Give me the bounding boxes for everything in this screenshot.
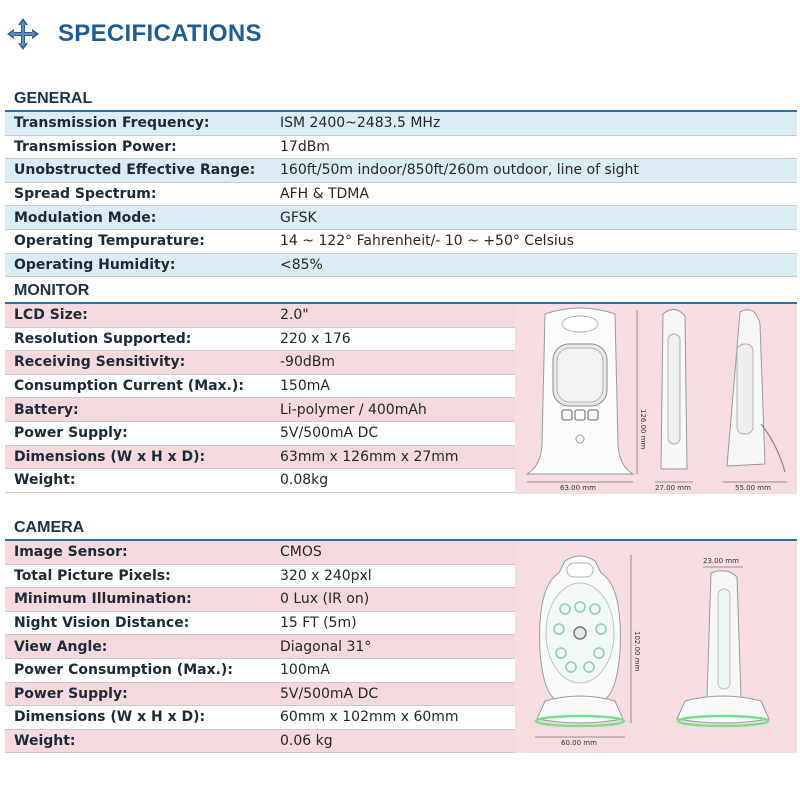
- spec-value: Li-polymer / 400mAh: [280, 401, 427, 418]
- spec-label: Resolution Supported:: [14, 330, 192, 347]
- spec-value: 320 x 240pxl: [280, 567, 372, 584]
- spec-value: 5V/500mA DC: [280, 425, 379, 442]
- spec-label: Spread Spectrum:: [14, 186, 157, 203]
- width-dimension-label: 60.00 mm: [561, 739, 597, 747]
- spec-label: Dimensions (W x H x D):: [14, 448, 206, 465]
- spec-value: 100mA: [280, 662, 330, 679]
- spec-label: Night Vision Distance:: [14, 615, 190, 632]
- spec-value: 15 FT (5m): [280, 615, 357, 632]
- spec-value: -90dBm: [280, 354, 335, 371]
- spec-label: Power Consumption (Max.):: [14, 662, 233, 679]
- spec-value: GFSK: [280, 209, 317, 226]
- page-title: SPECIFICATIONS: [58, 20, 262, 47]
- spec-value: 5V/500mA DC: [280, 685, 379, 702]
- spec-label: Operating Tempurature:: [14, 233, 205, 250]
- height-dimension-label: 102.00 mm: [633, 631, 641, 672]
- spec-label: Operating Humidity:: [14, 256, 176, 273]
- section-title-general: GENERAL: [14, 90, 93, 107]
- spec-label: Weight:: [14, 472, 76, 489]
- monitor-spec-table: [5, 304, 515, 493]
- spec-row: [5, 730, 515, 754]
- spec-row: [5, 683, 515, 707]
- spec-row: [5, 136, 797, 160]
- spec-label: Unobstructed Effective Range:: [14, 162, 256, 179]
- spec-label: Battery:: [14, 401, 79, 418]
- spec-row: [5, 398, 515, 422]
- camera-side-view: [677, 557, 769, 726]
- spec-label: Total Picture Pixels:: [14, 567, 171, 584]
- page-header: [6, 14, 262, 54]
- spec-label: Transmission Power:: [14, 138, 177, 155]
- spec-row: [5, 565, 515, 589]
- spec-label: Modulation Mode:: [14, 209, 157, 226]
- section-title-camera: CAMERA: [14, 519, 85, 536]
- spec-value: 2.0": [280, 307, 309, 324]
- camera-front-view: [535, 556, 625, 747]
- spec-value: Diagonal 31°: [280, 638, 372, 655]
- spec-value: 0.06 kg: [280, 733, 333, 750]
- monitor-stand-view: [723, 310, 787, 492]
- general-spec-table: [5, 112, 797, 277]
- spec-value: 150mA: [280, 378, 330, 395]
- spec-row: [5, 541, 515, 565]
- spec-label: Power Supply:: [14, 685, 128, 702]
- spec-row: [5, 588, 515, 612]
- spec-label: Power Supply:: [14, 425, 128, 442]
- stand-dimension-label: 55.00 mm: [735, 484, 771, 492]
- spec-label: View Angle:: [14, 638, 108, 655]
- spec-row: [5, 183, 797, 207]
- spec-row: [5, 375, 515, 399]
- spec-value: 63mm x 126mm x 27mm: [280, 448, 459, 465]
- depth-dimension-label: 27.00 mm: [655, 484, 691, 492]
- spec-label: Image Sensor:: [14, 544, 128, 561]
- camera-spec-table: [5, 541, 515, 753]
- spec-value: 0.08kg: [280, 472, 329, 489]
- monitor-side-view: [655, 309, 693, 492]
- spec-label: Receiving Sensitivity:: [14, 354, 186, 371]
- spec-row: [5, 112, 797, 136]
- spec-row: [5, 635, 515, 659]
- depth-dimension-label: 23.00 mm: [703, 557, 739, 565]
- spec-label: Minimum Illumination:: [14, 591, 192, 608]
- spec-row: [5, 706, 515, 730]
- spec-row: [5, 254, 797, 278]
- plus-arrows-icon: [6, 17, 40, 51]
- spec-label: LCD Size:: [14, 307, 88, 324]
- monitor-dimension-diagram: [515, 304, 797, 494]
- spec-label: Weight:: [14, 733, 76, 750]
- spec-value: <85%: [280, 256, 323, 273]
- spec-value: 160ft/50m indoor/850ft/260m outdoor, line of sight: [280, 162, 639, 179]
- spec-row: [5, 351, 515, 375]
- spec-value: CMOS: [280, 544, 322, 561]
- spec-row: [5, 206, 797, 230]
- spec-row: [5, 612, 515, 636]
- monitor-front-view: [527, 308, 633, 492]
- spec-row: [5, 159, 797, 183]
- spec-value: ISM 2400~2483.5 MHz: [280, 115, 441, 132]
- spec-label: Transmission Frequency:: [14, 115, 210, 132]
- spec-label: Dimensions (W x H x D):: [14, 709, 206, 726]
- spec-row: [5, 446, 515, 470]
- spec-row: [5, 659, 515, 683]
- height-dimension-label: 126.00 mm: [639, 409, 647, 450]
- spec-row: [5, 230, 797, 254]
- spec-value: 14 ~ 122° Fahrenheit/- 10 ~ +50° Celsius: [280, 233, 574, 250]
- spec-value: AFH & TDMA: [280, 186, 369, 203]
- section-title-monitor: MONITOR: [14, 282, 90, 299]
- spec-row: [5, 469, 515, 493]
- spec-label: Consumption Current (Max.):: [14, 378, 244, 395]
- camera-dimension-diagram: [515, 541, 797, 753]
- spec-value: 60mm x 102mm x 60mm: [280, 709, 459, 726]
- spec-row: [5, 328, 515, 352]
- spec-value: 220 x 176: [280, 330, 351, 347]
- spec-row: [5, 422, 515, 446]
- width-dimension-label: 63.00 mm: [560, 484, 596, 492]
- spec-value: 17dBm: [280, 138, 330, 155]
- spec-value: 0 Lux (IR on): [280, 591, 370, 608]
- spec-row: [5, 304, 515, 328]
